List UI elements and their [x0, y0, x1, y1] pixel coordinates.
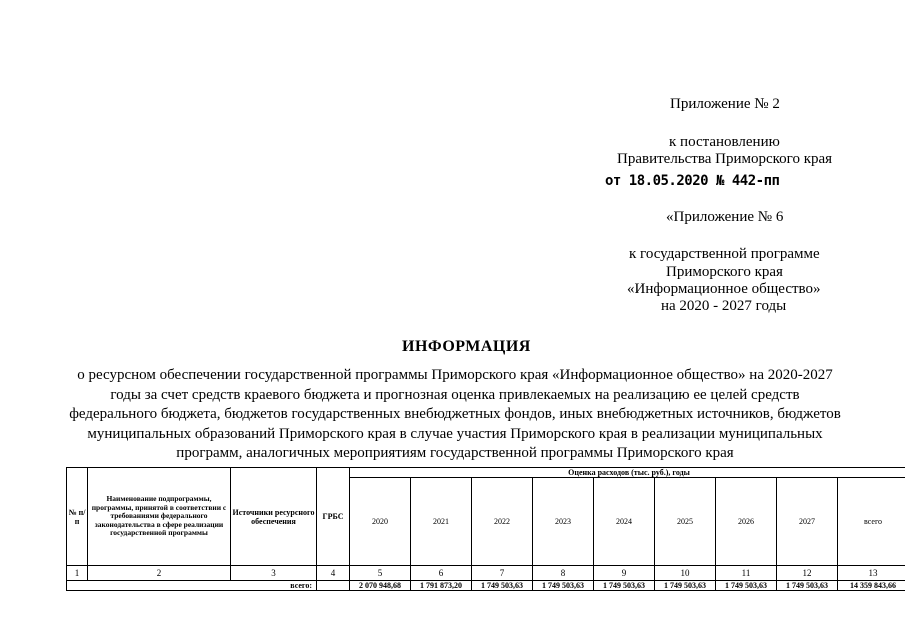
header-year: 2021 [411, 478, 472, 566]
header-year: 2022 [472, 478, 533, 566]
program-years-label: на 2020 - 2027 годы [661, 298, 787, 314]
appendix2-label: «Приложение № 6 [666, 209, 784, 225]
total-value: 1 749 503,63 [716, 581, 777, 591]
header-year-total: всего [838, 478, 905, 566]
header-num: № п/п [67, 468, 88, 566]
index-cell: 11 [716, 566, 777, 581]
header-year: 2025 [655, 478, 716, 566]
resource-table [66, 467, 905, 591]
region-label: Приморского края [666, 264, 783, 280]
total-value: 1 749 503,63 [594, 581, 655, 591]
index-cell: 1 [67, 566, 88, 581]
total-row [67, 581, 905, 591]
index-cell: 13 [838, 566, 905, 581]
index-cell: 8 [533, 566, 594, 581]
total-label: всего: [67, 581, 317, 591]
intro-line: годы за счет средств краевого бюджета и прогнозная оценка привлекаемых на реализацию ее целей средств [110, 386, 800, 403]
index-cell: 9 [594, 566, 655, 581]
index-row [67, 566, 905, 581]
index-cell: 12 [777, 566, 838, 581]
header-program-name: Наименование подпрограммы, программы, принятой в соответствии с требованиями федерального законодательства в сфере реализации государственной программы [88, 468, 231, 566]
government-label: Правительства Приморского края [617, 151, 833, 167]
appendix-label: Приложение № 2 [670, 96, 780, 112]
intro-line: муниципальных образований Приморского края в случае участия Приморского края в реализации муниципальных [87, 425, 823, 442]
index-cell: 4 [317, 566, 350, 581]
intro-line: о ресурсном обеспечении государственной программы Приморского края «Информационное общество» на 2020-2027 [77, 367, 833, 383]
total-grbs [317, 581, 350, 591]
total-value: 1 791 873,20 [411, 581, 472, 591]
total-value: 1 749 503,63 [533, 581, 594, 591]
total-value: 2 070 948,68 [350, 581, 411, 591]
header-year: 2024 [594, 478, 655, 566]
index-cell: 10 [655, 566, 716, 581]
index-cell: 6 [411, 566, 472, 581]
resolution-date-number: от 18.05.2020 № 442-пп [605, 173, 780, 189]
index-cell: 3 [231, 566, 317, 581]
document-title: ИНФОРМАЦИЯ [402, 338, 531, 355]
intro-line: программ, аналогичных мероприятиям государственной программы Приморского края [176, 445, 734, 461]
header-estimate: Оценка расходов (тыс. руб.), годы [350, 468, 905, 478]
header-year: 2020 [350, 478, 411, 566]
index-cell: 5 [350, 566, 411, 581]
program-name-label: «Информационное общество» [627, 281, 821, 297]
index-cell: 2 [88, 566, 231, 581]
total-value: 1 749 503,63 [472, 581, 533, 591]
resolution-label: к постановлению [669, 134, 780, 150]
program-ref-label: к государственной программе [629, 246, 820, 262]
total-value: 1 749 503,63 [655, 581, 716, 591]
index-cell: 7 [472, 566, 533, 581]
header-year: 2023 [533, 478, 594, 566]
header-year: 2026 [716, 478, 777, 566]
total-value-all: 14 359 843,66 [838, 581, 905, 591]
header-sources: Источники ресурсного обеспечения [231, 468, 317, 566]
total-value: 1 749 503,63 [777, 581, 838, 591]
intro-paragraph [60, 366, 850, 464]
header-grbs: ГРБС [317, 468, 350, 566]
intro-line: федерального бюджета, бюджетов государственных внебюджетных фондов, иных внебюджетных источников, бюджетов [69, 406, 841, 422]
header-year: 2027 [777, 478, 838, 566]
